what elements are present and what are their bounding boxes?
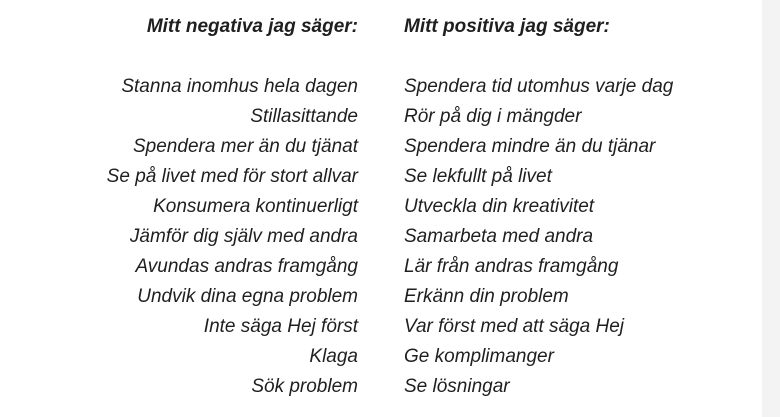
negative-item: Avundas andras framgång: [135, 256, 358, 277]
positive-item: Ge komplimanger: [404, 346, 554, 367]
positive-item: Spendera mindre än du tjänar: [404, 136, 656, 157]
positive-item: Erkänn din problem: [404, 286, 569, 307]
positive-item: Se lekfullt på livet: [404, 166, 552, 187]
negative-item: Inte säga Hej först: [203, 316, 358, 337]
negative-item: Stillasittande: [250, 106, 358, 127]
positive-item: Lär från andras framgång: [404, 256, 619, 277]
positive-item: Se lösningar: [404, 376, 510, 397]
positive-item: Utveckla din kreativitet: [404, 196, 595, 217]
negative-item: Se på livet med för stort allvar: [106, 166, 358, 187]
positive-item: Var först med att säga Hej: [404, 316, 625, 337]
negative-item: Konsumera kontinuerligt: [153, 196, 358, 217]
positive-heading: Mitt positiva jag säger:: [404, 16, 610, 37]
positive-item: Spendera tid utomhus varje dag: [404, 76, 674, 97]
positive-item: Samarbeta med andra: [404, 226, 594, 247]
positive-item: Rör på dig i mängder: [404, 106, 582, 127]
negative-item: Klaga: [309, 346, 358, 367]
negative-item: Spendera mer än du tjänat: [133, 136, 358, 157]
negative-item: Jämför dig själv med andra: [129, 226, 358, 247]
negative-item: Undvik dina egna problem: [137, 286, 358, 307]
negative-item: Stanna inomhus hela dagen: [121, 76, 358, 97]
negative-heading: Mitt negativa jag säger:: [146, 16, 358, 37]
negative-item: Sök problem: [251, 376, 358, 397]
